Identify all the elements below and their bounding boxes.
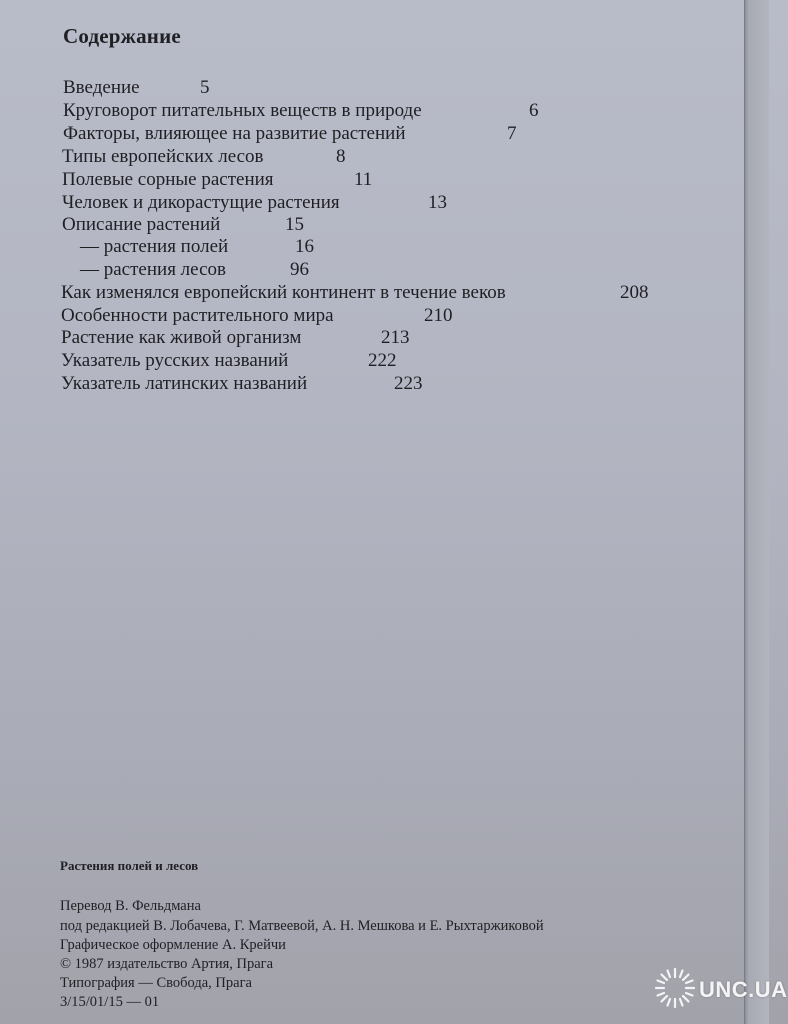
toc-entry-page: 13 (428, 192, 447, 213)
toc-entry-page: 5 (200, 77, 210, 98)
toc-entry-title: — растения полей (80, 236, 229, 257)
book-spine-shadow (744, 0, 769, 1024)
design-credit: Графическое оформление А. Крейчи (60, 937, 286, 953)
toc-entry-page: 6 (529, 100, 539, 121)
toc-entry-page: 7 (507, 123, 517, 144)
toc-entry-page: 16 (295, 236, 314, 257)
watermark-text: UNC.UA (699, 977, 788, 1002)
toc-entry-page: 15 (285, 214, 304, 235)
toc-entry-title: Человек и дикорастущие растения (62, 192, 340, 213)
watermark (653, 965, 788, 1015)
translator-credit: Перевод В. Фельдмана (60, 898, 201, 914)
toc-entry-page: 8 (336, 146, 346, 167)
toc-entry-page: 222 (368, 350, 397, 371)
page-title: Содержание (63, 24, 181, 48)
toc-entry-title: Типы европейских лесов (62, 146, 264, 167)
toc-entry-title: Указатель русских названий (61, 350, 289, 371)
toc-entry-title: Как изменялся европейский континент в течение веков (61, 282, 506, 303)
toc-entry-page: 213 (381, 327, 410, 348)
toc-entry-title: Описание растений (62, 214, 221, 235)
toc-entry-title: Полевые сорные растения (62, 169, 274, 190)
toc-entry-title: Растение как живой организм (61, 327, 302, 348)
toc-entry-page: 11 (354, 169, 373, 190)
catalog-code: 3/15/01/15 — 01 (60, 994, 160, 1010)
toc-entry-page: 210 (424, 305, 453, 326)
toc-entry-title: Круговорот питательных веществ в природе (63, 100, 422, 121)
toc-entry-page: 208 (620, 282, 649, 303)
printer-line: Типография — Свобода, Прага (60, 975, 252, 991)
toc-entry-title: Введение (63, 77, 140, 98)
sun-logo-icon (653, 966, 699, 1015)
book-title: Растения полей и лесов (60, 858, 199, 873)
toc-entry-page: 96 (290, 259, 309, 280)
toc-entry-title: — растения лесов (80, 259, 226, 280)
toc-entry-title: Факторы, влияющее на развитие растений (63, 123, 406, 144)
toc-entry-page: 223 (394, 373, 423, 394)
editors-credit: под редакцией В. Лобачева, Г. Матвеевой, А. Н. Мешкова и Е. Рыхтаржиковой (60, 918, 544, 934)
copyright-line: © 1987 издательство Артия, Прага (60, 956, 274, 972)
toc-entry-title: Особенности растительного мира (61, 305, 334, 326)
toc-entry-title: Указатель латинских названий (61, 373, 308, 394)
